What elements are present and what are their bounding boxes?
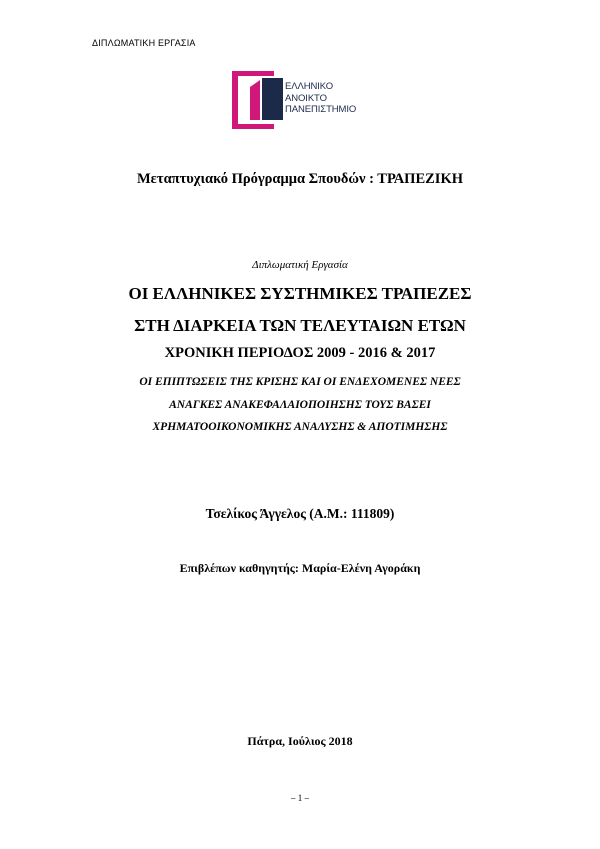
university-logo	[232, 71, 377, 129]
running-header: ΔΙΠΛΩΜΑΤΙΚΗ ΕΡΓΑΣΙΑ	[92, 38, 196, 48]
subtitle-line-2: ΑΝΑΓΚΕΣ ΑΝΑΚΕΦΑΛΑΙΟΠΟΙΗΣΗΣ ΤΟΥΣ ΒΑΣΕΙ	[169, 399, 431, 411]
subtitle-line-3: ΧΡΗΜΑΤΟΟΙΚΟΝΟΜΙΚΗΣ ΑΝΑΛΥΣΗΣ & ΑΠΟΤΙΜΗΣΗΣ	[152, 421, 448, 433]
thesis-label: Διπλωματική Εργασία	[252, 259, 348, 271]
page-number: – 1 –	[291, 793, 309, 803]
thesis-title-line-1: ΟΙ ΕΛΛΗΝΙΚΕΣ ΣΥΣΤΗΜΙΚΕΣ ΤΡΑΠΕΖΕΣ	[128, 284, 472, 303]
logo-line-3: ΠΑΝΕΠΙΣΤΗΜΙΟ	[285, 104, 357, 115]
logo-emblem-icon	[232, 71, 284, 129]
author-name: Τσελίκος Άγγελος (Α.Μ.: 111809)	[205, 506, 395, 521]
thesis-title-line-2: ΣΤΗ ΔΙΑΡΚΕΙΑ ΤΩΝ ΤΕΛΕΥΤΑΙΩΝ ΕΤΩΝ	[134, 316, 466, 335]
supervisor: Επιβλέπων καθηγητής: Μαρία-Ελένη Αγοράκη	[179, 561, 421, 575]
logo-text	[285, 81, 356, 116]
time-period: ΧΡΟΝΙΚΗ ΠΕΡΙΟΔΟΣ 2009 - 2016 & 2017	[164, 345, 436, 361]
logo-line-1: ΕΛΛΗΝΙΚΟ	[285, 81, 334, 92]
subtitle-line-1: ΟΙ ΕΠΙΠΤΩΣΕΙΣ ΤΗΣ ΚΡΙΣΗΣ ΚΑΙ ΟΙ ΕΝΔΕΧΟΜΕΝΕΣ ΝΕΕΣ	[139, 376, 461, 388]
place-date: Πάτρα, Ιούλιος 2018	[247, 734, 353, 748]
logo-line-2: ΑΝΟΙΚΤΟ	[285, 92, 327, 104]
program-title: Μεταπτυχιακό Πρόγραμμα Σπουδών : ΤΡΑΠΕΖΙΚΗ	[137, 171, 463, 187]
